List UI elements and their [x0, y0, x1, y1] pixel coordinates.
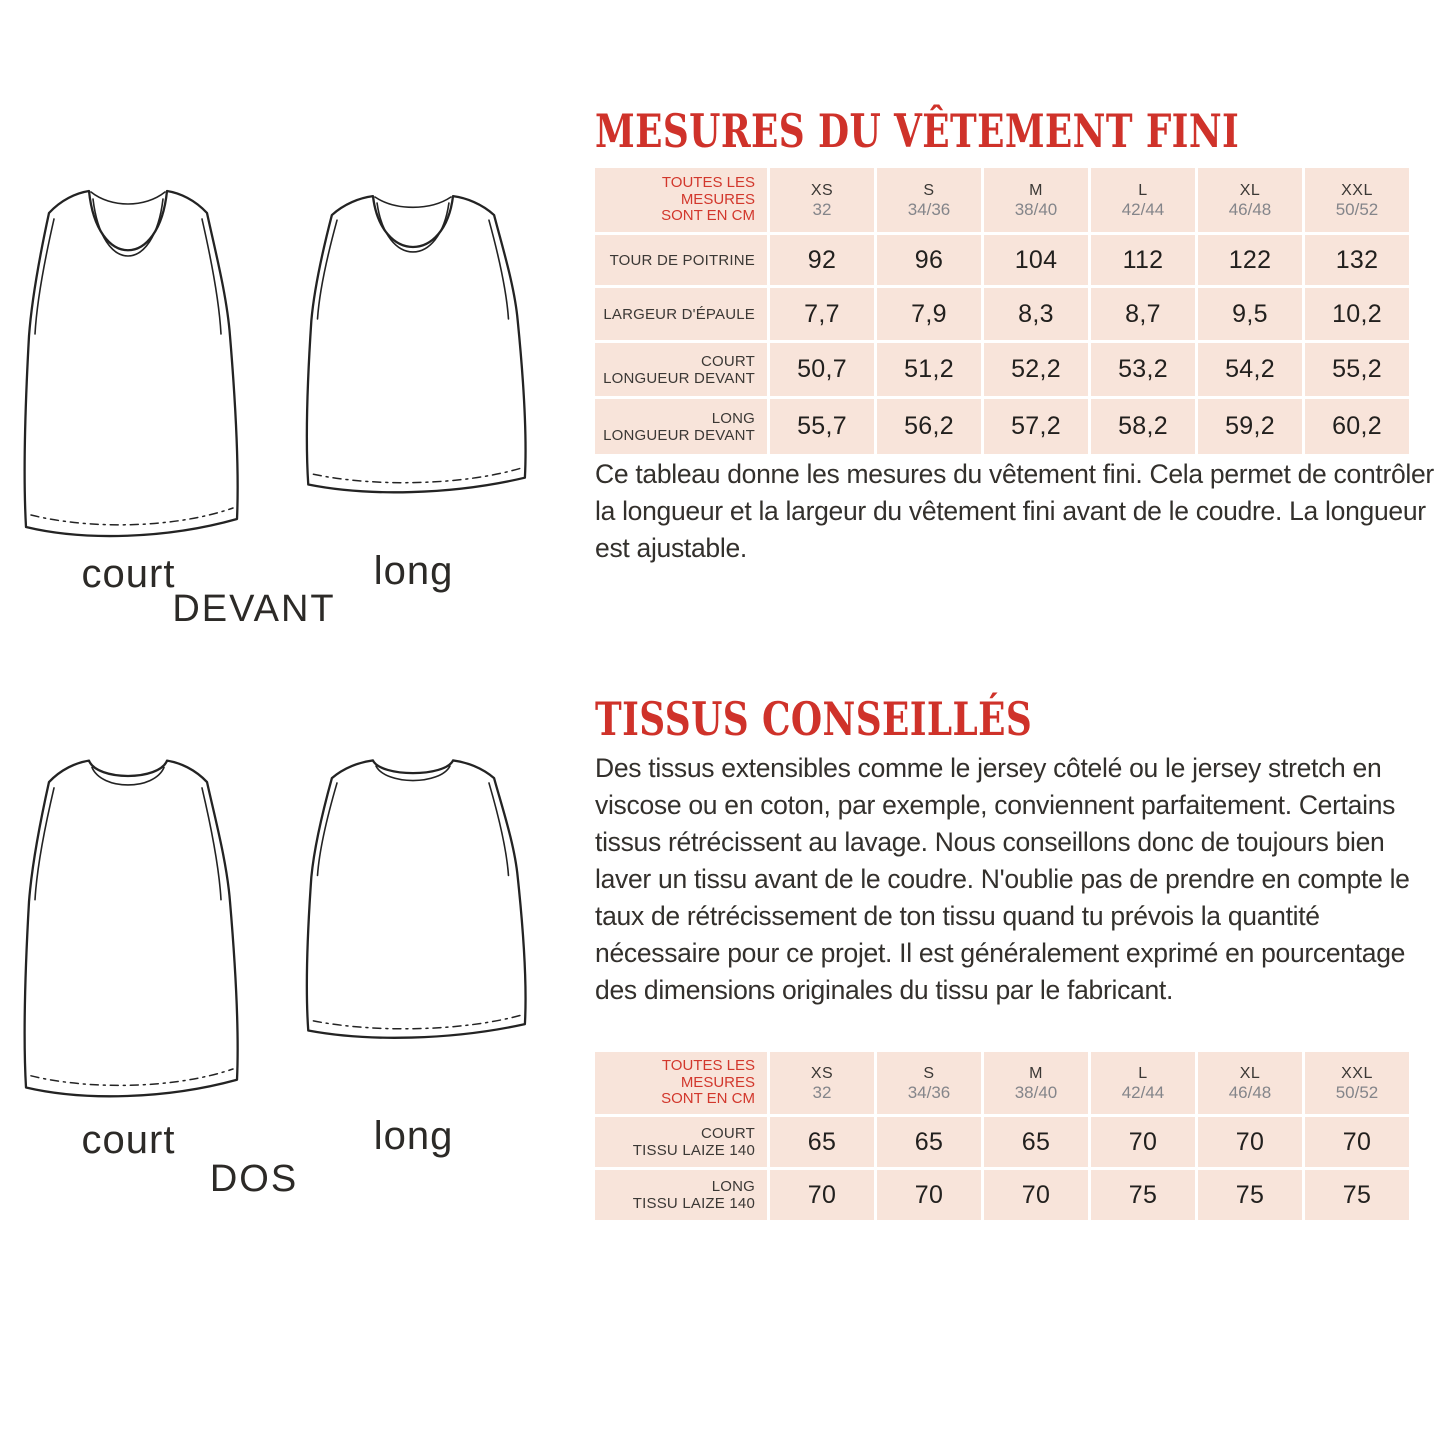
- size-column-header-m: M 38/40: [984, 1052, 1088, 1114]
- fabric-requirements-table: [595, 1052, 1412, 1220]
- value-cell: 92: [770, 235, 874, 285]
- size-column-header-xl: XL 46/48: [1198, 168, 1302, 232]
- value-cell: 9,5: [1198, 288, 1302, 340]
- size-column-header-xl: XL 46/48: [1198, 1052, 1302, 1114]
- row-label-long-longueur-devant: LONG LONGUEUR DEVANT: [595, 399, 767, 454]
- row-label-court-tissu-laize: COURT TISSU LAIZE 140: [595, 1117, 767, 1167]
- size-column-header-l: L 42/44: [1091, 168, 1195, 232]
- value-cell: 8,3: [984, 288, 1088, 340]
- value-cell: 58,2: [1091, 399, 1195, 454]
- value-cell: 54,2: [1198, 343, 1302, 396]
- back-view-caption: DOS: [209, 1158, 299, 1200]
- front-long-label: long: [373, 549, 454, 593]
- size-column-header-xxl: XXL 50/52: [1305, 1052, 1409, 1114]
- value-cell: 75: [1305, 1170, 1409, 1220]
- value-cell: 122: [1198, 235, 1302, 285]
- row-label-tour-de-poitrine: TOUR DE POITRINE: [595, 235, 767, 285]
- tank-top-back-long-drawing: [298, 750, 529, 1045]
- value-cell: 104: [984, 235, 1088, 285]
- value-cell: 65: [877, 1117, 981, 1167]
- size-column-header-xxl: XXL 50/52: [1305, 168, 1409, 232]
- value-cell: 52,2: [984, 343, 1088, 396]
- mesures-description-paragraph: Ce tableau donne les mesures du vêtement fini. Cela permet de contrôler la longueur et la largeur du vêtement fini avant de le coudre. La longueur est ajustable.: [595, 459, 1434, 563]
- value-cell: 55,7: [770, 399, 874, 454]
- size-column-header-l: L 42/44: [1091, 1052, 1195, 1114]
- row-label-court-longueur-devant: COURT LONGUEUR DEVANT: [595, 343, 767, 396]
- table-corner-note: [595, 168, 767, 232]
- section-title-mesures: MESURES DU VÊTEMENT FINI: [595, 104, 1240, 158]
- size-column-header-xs: XS 32: [770, 168, 874, 232]
- value-cell: 70: [877, 1170, 981, 1220]
- value-cell: 70: [1091, 1117, 1195, 1167]
- size-column-header-xs: XS 32: [770, 1052, 874, 1114]
- value-cell: 53,2: [1091, 343, 1195, 396]
- corner-line: SONT EN CM: [661, 1090, 755, 1108]
- value-cell: 96: [877, 235, 981, 285]
- corner-line: MESURES: [680, 1073, 755, 1091]
- value-cell: 7,7: [770, 288, 874, 340]
- size-column-header-m: M 38/40: [984, 168, 1088, 232]
- value-cell: 7,9: [877, 288, 981, 340]
- value-cell: 56,2: [877, 399, 981, 454]
- value-cell: 132: [1305, 235, 1409, 285]
- value-cell: 70: [770, 1170, 874, 1220]
- value-cell: 70: [984, 1170, 1088, 1220]
- size-column-header-s: S 34/36: [877, 1052, 981, 1114]
- value-cell: 75: [1091, 1170, 1195, 1220]
- value-cell: 50,7: [770, 343, 874, 396]
- value-cell: 60,2: [1305, 399, 1409, 454]
- tissus-description-paragraph: Des tissus extensibles comme le jersey côtelé ou le jersey stretch en viscose ou en coton, par exemple, conviennent parfaitement. Certains tissus rétrécissent au lavage. Nous conseillons donc de toujours bien laver un tissu avant de le coudre. N'oublie pas de prendre en compte le taux de rétrécissement de ton tissu quand tu prévois la quantité nécessaire pour ce projet. Il est généralement exprimé en pourcentage des dimensions originales du tissu par le fabricant.: [595, 753, 1410, 1005]
- table-corner-note: [595, 1052, 767, 1114]
- row-label-long-tissu-laize: LONG TISSU LAIZE 140: [595, 1170, 767, 1220]
- finished-garment-measurements-table: [595, 168, 1412, 454]
- corner-line: SONT EN CM: [661, 207, 755, 225]
- tank-top-back-court-drawing: [16, 748, 241, 1105]
- value-cell: 59,2: [1198, 399, 1302, 454]
- corner-line: TOUTES LES: [661, 1057, 755, 1075]
- front-court-label: court: [81, 552, 176, 596]
- value-cell: 70: [1305, 1117, 1409, 1167]
- value-cell: 55,2: [1305, 343, 1409, 396]
- tank-top-front-long-drawing: [298, 185, 529, 500]
- value-cell: 65: [984, 1117, 1088, 1167]
- value-cell: 75: [1198, 1170, 1302, 1220]
- front-view-caption: DEVANT: [172, 588, 336, 630]
- value-cell: 112: [1091, 235, 1195, 285]
- value-cell: 57,2: [984, 399, 1088, 454]
- back-long-label: long: [373, 1114, 454, 1158]
- size-column-header-s: S 34/36: [877, 168, 981, 232]
- value-cell: 10,2: [1305, 288, 1409, 340]
- value-cell: 65: [770, 1117, 874, 1167]
- tank-top-front-court-drawing: [16, 178, 241, 545]
- corner-line: MESURES: [680, 190, 755, 208]
- value-cell: 51,2: [877, 343, 981, 396]
- back-court-label: court: [81, 1118, 176, 1162]
- value-cell: 70: [1198, 1117, 1302, 1167]
- value-cell: 8,7: [1091, 288, 1195, 340]
- row-label-largeur-epaule: LARGEUR D'ÉPAULE: [595, 288, 767, 340]
- corner-line: TOUTES LES: [661, 174, 755, 192]
- section-title-tissus: TISSUS CONSEILLÉS: [595, 692, 1033, 746]
